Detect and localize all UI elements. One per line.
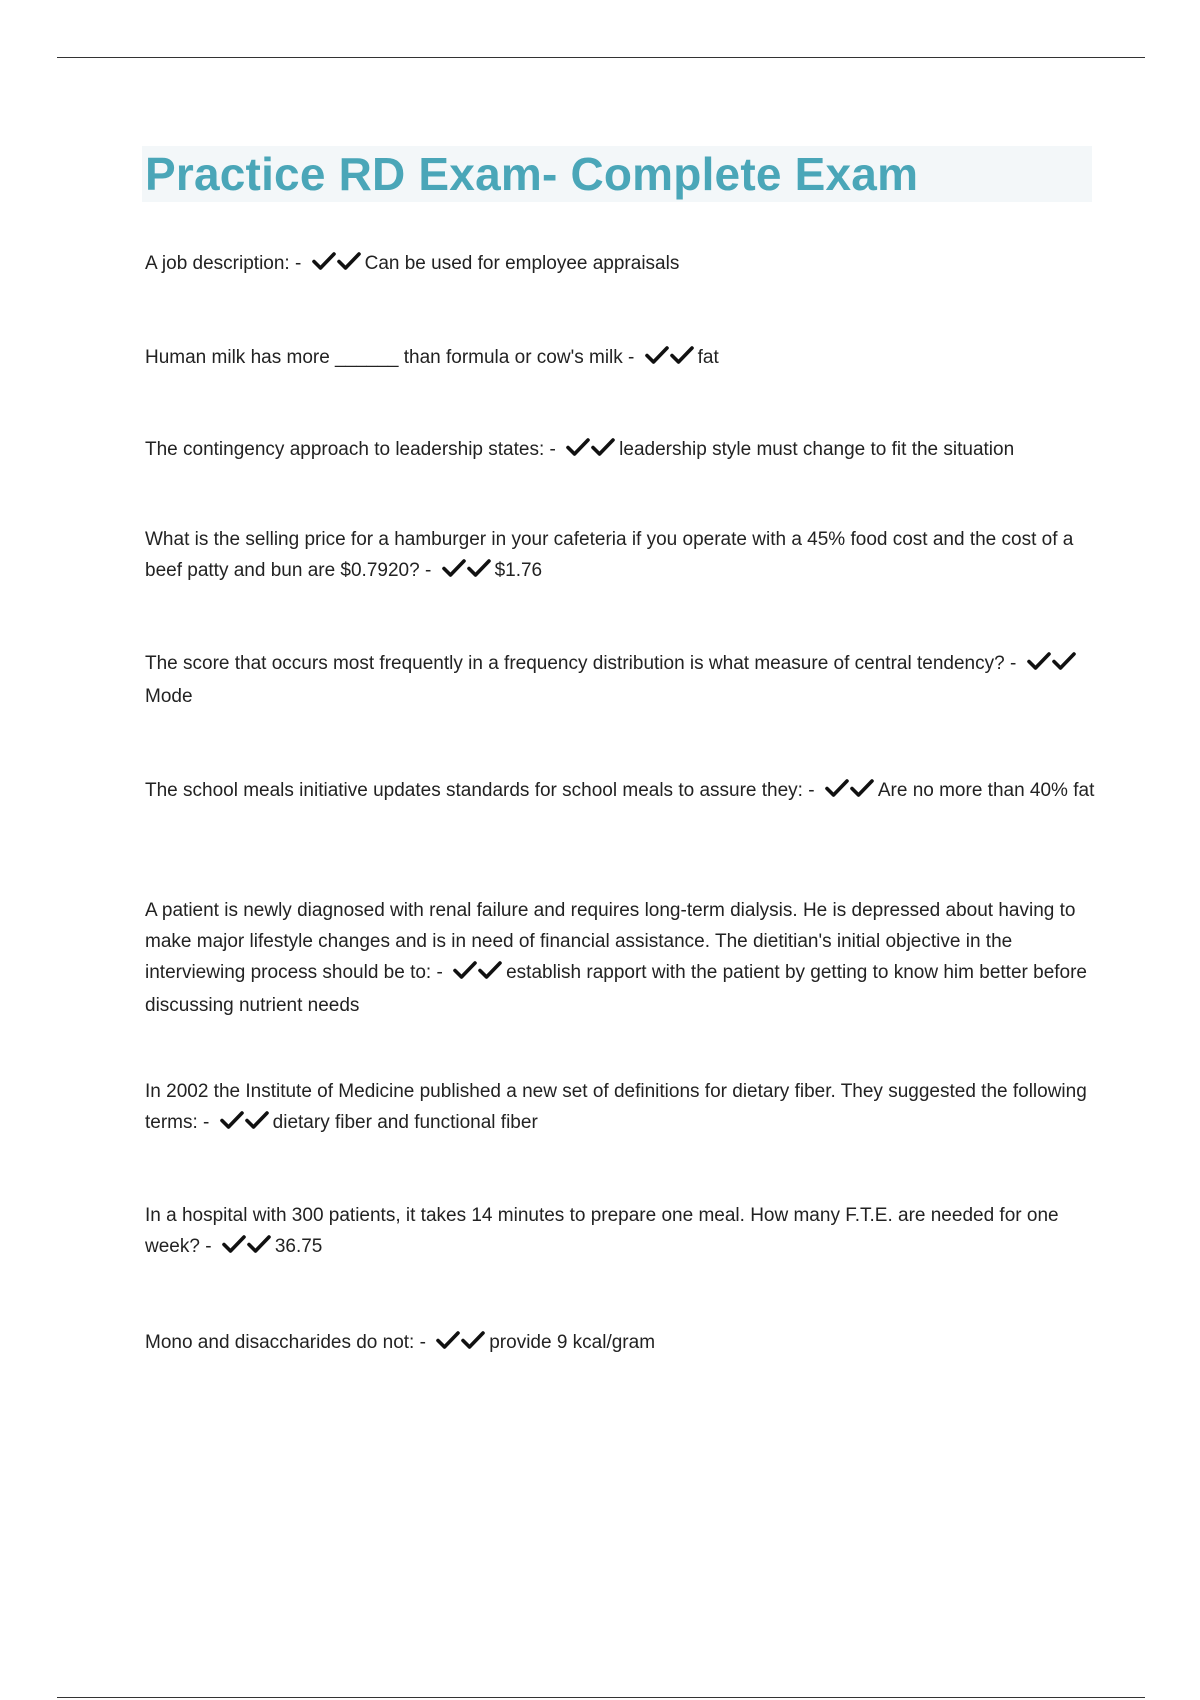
check-icon xyxy=(436,1330,461,1350)
qa-item-2 xyxy=(145,342,1095,375)
check-marks xyxy=(222,1233,272,1264)
separator: - xyxy=(802,780,820,801)
check-marks xyxy=(312,250,362,281)
check-icon xyxy=(337,251,362,271)
check-icon xyxy=(645,345,670,365)
check-icon xyxy=(1052,651,1077,671)
check-marks xyxy=(566,436,616,467)
check-marks xyxy=(1027,650,1077,681)
answer-text: fat xyxy=(697,347,719,368)
check-icon xyxy=(461,1330,486,1350)
check-icon xyxy=(312,251,337,271)
check-icon xyxy=(222,1234,247,1254)
separator: - xyxy=(289,253,307,274)
question-text: In 2002 the Institute of Medicine published a new set of definitions for dietary fiber. They suggested the following terms: xyxy=(145,1081,1087,1133)
qa-item-7 xyxy=(145,895,1095,1021)
answer-text: 36.75 xyxy=(274,1236,323,1257)
answer-text: Are no more than 40% fat xyxy=(877,780,1095,801)
top-rule xyxy=(57,57,1145,58)
qa-item-6 xyxy=(145,775,1095,808)
check-icon xyxy=(245,1110,270,1130)
answer-text: leadership style must change to fit the situation xyxy=(619,439,1015,460)
check-icon xyxy=(850,778,875,798)
qa-item-1 xyxy=(145,248,1095,281)
check-icon xyxy=(453,960,478,980)
qa-item-8 xyxy=(145,1076,1095,1140)
qa-item-5 xyxy=(145,648,1095,712)
check-marks xyxy=(442,557,492,588)
question-text: A patient is newly diagnosed with renal failure and requires long-term dialysis. He is depressed about having to make major lifestyle changes and is in need of financial assistance. The dietitian's initial objective in the interviewing process should be to: xyxy=(145,900,1076,983)
question-text: What is the selling price for a hamburger in your cafeteria if you operate with a 45% food cost and the cost of a beef patty and bun are $0.7920? xyxy=(145,529,1074,581)
check-icon xyxy=(670,345,695,365)
check-marks xyxy=(825,777,875,808)
answer-text: Mode xyxy=(145,686,193,707)
bottom-rule xyxy=(57,1697,1145,1698)
separator: - xyxy=(419,560,437,581)
qa-item-4 xyxy=(145,524,1095,588)
separator: - xyxy=(197,1112,215,1133)
check-icon xyxy=(1027,651,1052,671)
check-icon xyxy=(247,1234,272,1254)
answer-text: dietary fiber and functional fiber xyxy=(272,1112,538,1133)
check-marks xyxy=(645,344,695,375)
separator: - xyxy=(431,962,449,983)
check-icon xyxy=(467,558,492,578)
question-text: The score that occurs most frequently in a frequency distribution is what measure of central tendency? xyxy=(145,653,1005,674)
answer-text: establish rapport with the patient by getting to know him better before discussing nutrient needs xyxy=(145,962,1088,1016)
question-text: Mono and disaccharides do not: xyxy=(145,1332,415,1353)
separator: - xyxy=(544,439,562,460)
question-text: In a hospital with 300 patients, it takes 14 minutes to prepare one meal. How many F.T.E. are needed for one week? xyxy=(145,1205,1059,1257)
qa-item-9 xyxy=(145,1200,1095,1264)
answer-text: $1.76 xyxy=(494,560,543,581)
separator: - xyxy=(622,347,640,368)
check-icon xyxy=(478,960,503,980)
question-text: A job description: xyxy=(145,253,290,274)
qa-item-3 xyxy=(145,434,1095,467)
check-marks xyxy=(220,1109,270,1140)
answer-text: provide 9 kcal/gram xyxy=(489,1332,656,1353)
check-icon xyxy=(566,437,591,457)
question-text: Human milk has more ______ than formula or cow's milk xyxy=(145,347,623,368)
separator: - xyxy=(1004,653,1022,674)
question-text: The contingency approach to leadership states: xyxy=(145,439,545,460)
check-icon xyxy=(591,437,616,457)
answer-text: Can be used for employee appraisals xyxy=(364,253,680,274)
separator: - xyxy=(199,1236,217,1257)
check-marks xyxy=(436,1329,486,1360)
document-title: Practice RD Exam- Complete Exam xyxy=(145,148,919,200)
check-marks xyxy=(453,959,503,990)
check-icon xyxy=(825,778,850,798)
check-icon xyxy=(442,558,467,578)
check-icon xyxy=(220,1110,245,1130)
separator: - xyxy=(414,1332,432,1353)
qa-item-10 xyxy=(145,1327,1095,1360)
question-text: The school meals initiative updates standards for school meals to assure they: xyxy=(145,780,803,801)
